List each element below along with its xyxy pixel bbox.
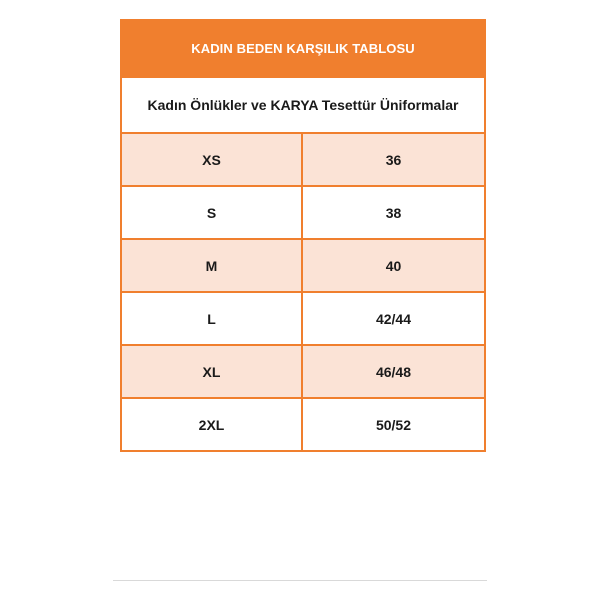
number-size-cell: 38 [303, 187, 484, 238]
bottom-divider [113, 580, 487, 581]
table-row [122, 238, 484, 291]
size-cell: S [122, 187, 303, 238]
size-cell: XS [122, 134, 303, 185]
table-row [122, 185, 484, 238]
number-size-cell: 36 [303, 134, 484, 185]
table-row [122, 344, 484, 397]
size-cell: 2XL [122, 399, 303, 450]
size-cell: L [122, 293, 303, 344]
number-size-cell: 50/52 [303, 399, 484, 450]
number-size-cell: 40 [303, 240, 484, 291]
size-chart-table [120, 19, 486, 452]
number-size-cell: 42/44 [303, 293, 484, 344]
table-row [122, 397, 484, 450]
size-cell: XL [122, 346, 303, 397]
table-title: KADIN BEDEN KARŞILIK TABLOSU [122, 21, 484, 76]
table-subtitle: Kadın Önlükler ve KARYA Tesettür Üniformalar [122, 76, 484, 132]
size-cell: M [122, 240, 303, 291]
table-row [122, 291, 484, 344]
table-row [122, 132, 484, 185]
number-size-cell: 46/48 [303, 346, 484, 397]
